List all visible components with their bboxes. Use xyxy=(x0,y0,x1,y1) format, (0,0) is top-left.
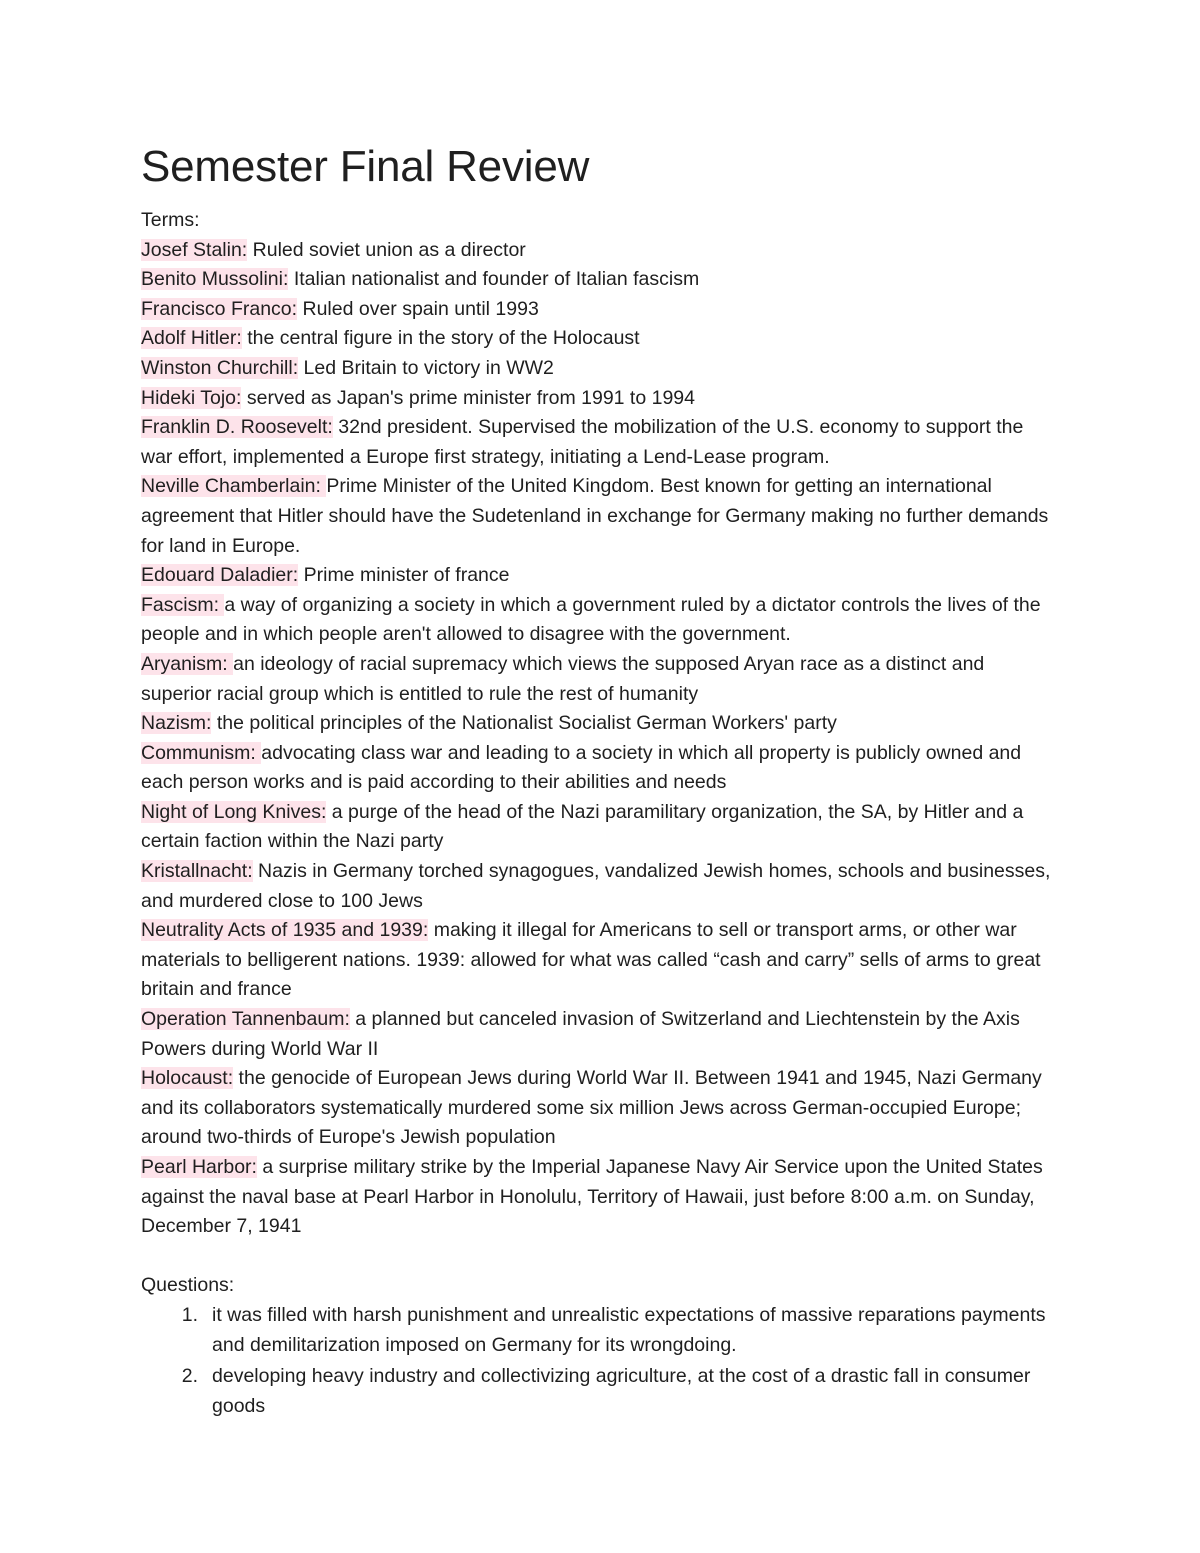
term-definition: Ruled over spain until 1993 xyxy=(297,297,539,320)
term-entry xyxy=(141,739,1060,798)
term-entry xyxy=(141,1064,1060,1153)
term-definition: Italian nationalist and founder of Italian fascism xyxy=(288,268,700,291)
term-entry xyxy=(141,561,1060,591)
term-entry xyxy=(141,916,1060,1005)
section-spacer xyxy=(141,1242,1060,1272)
term-name: Pearl Harbor: xyxy=(141,1156,257,1178)
term-name: Franklin D. Roosevelt: xyxy=(141,416,333,439)
term-definition: Ruled soviet union as a director xyxy=(247,238,526,261)
term-entry xyxy=(141,384,1060,414)
term-definition: a purge of the head of the Nazi paramilitary organization, the SA, by Hitler and a certain faction within the Nazi party xyxy=(141,800,1024,853)
term-definition: the genocide of European Jews during World War II. Between 1941 and 1945, Nazi Germany and its collaborators systematically murdered some six million Jews across German-occupied Europe; around two-thirds of Europe's Jewish population xyxy=(141,1067,1042,1149)
term-definition: 32nd president. Supervised the mobilization of the U.S. economy to support the war effort, implemented a Europe first strategy, initiating a Lend-Lease program. xyxy=(141,416,1024,468)
term-definition: served as Japan's prime minister from 1991 to 1994 xyxy=(241,386,695,409)
question-item xyxy=(181,1301,1060,1360)
question-number: 2. xyxy=(181,1365,198,1388)
term-entry xyxy=(141,354,1060,384)
questions-label: Questions: xyxy=(141,1274,235,1297)
term-name: Kristallnacht: xyxy=(141,860,253,883)
term-definition: an ideology of racial supremacy which views the supposed Aryan race as a distinct and superior racial group which is entitled to rule the rest of humanity xyxy=(141,652,985,705)
terms-list xyxy=(141,236,1060,1242)
term-name: Josef Stalin: xyxy=(141,238,248,261)
term-entry xyxy=(141,324,1060,354)
term-definition: the central figure in the story of the Holocaust xyxy=(241,327,640,350)
term-name: Holocaust: xyxy=(141,1067,234,1090)
term-entry xyxy=(141,295,1060,325)
term-definition: Prime Minister of the United Kingdom. Best known for getting an international agreement that Hitler should have the Sudetenland in exchange for Germany making no further demands for land in Europe. xyxy=(141,475,1049,557)
document-title: Semester Final Review xyxy=(141,142,590,191)
term-name: Francisco Franco: xyxy=(141,297,298,320)
term-name: Fascism: xyxy=(141,593,225,616)
term-entry xyxy=(141,265,1060,295)
term-name: Benito Mussolini: xyxy=(141,268,289,291)
term-definition: a surprise military strike by the Imperial Japanese Navy Air Service upon the United States against the naval base at Pearl Harbor in Honolulu, Territory of Hawaii, just before 8:00 a.m. on Sunday, December 7, 1941 xyxy=(141,1156,1043,1238)
term-name: Winston Churchill: xyxy=(141,356,299,379)
term-definition: making it illegal for Americans to sell or transport arms, or other war materials to belligerent nations. 1939: allowed for what was called “cash and carry” sells of arms to great britain and france xyxy=(141,919,1041,1001)
term-definition: Prime minister of france xyxy=(298,564,510,587)
term-definition: a way of organizing a society in which a government ruled by a dictator controls the lives of the people and in which people aren't allowed to disagree with the government. xyxy=(141,593,1041,646)
term-entry xyxy=(141,1005,1060,1064)
term-definition: a planned but canceled invasion of Switzerland and Liechtenstein by the Axis Powers during World War II xyxy=(141,1008,1020,1060)
question-answer: developing heavy industry and collectivizing agriculture, at the cost of a drastic fall in consumer goods xyxy=(212,1365,1031,1417)
term-name: Edouard Daladier: xyxy=(141,564,299,587)
term-entry xyxy=(141,236,1060,266)
term-name: Aryanism: xyxy=(141,652,234,675)
term-entry xyxy=(141,798,1060,857)
term-name: Nazism: xyxy=(141,712,212,735)
question-number: 1. xyxy=(181,1303,198,1326)
term-definition: Led Britain to victory in WW2 xyxy=(298,356,554,379)
term-name: Communism: xyxy=(141,741,262,764)
term-entry xyxy=(141,650,1060,709)
term-name: Operation Tannenbaum: xyxy=(141,1008,350,1031)
terms-label: Terms: xyxy=(141,209,200,231)
term-entry xyxy=(141,472,1060,561)
question-item xyxy=(181,1362,1060,1421)
questions-list xyxy=(141,1301,1060,1421)
term-entry xyxy=(141,591,1060,650)
term-entry xyxy=(141,709,1060,739)
term-name: Hideki Tojo: xyxy=(141,386,242,409)
term-name: Adolf Hitler: xyxy=(141,327,242,350)
term-entry xyxy=(141,413,1060,472)
term-definition: Nazis in Germany torched synagogues, vandalized Jewish homes, schools and businesses, and murdered close to 100 Jews xyxy=(141,860,1051,912)
term-entry xyxy=(141,857,1060,916)
term-entry xyxy=(141,1153,1060,1242)
term-name: Night of Long Knives: xyxy=(141,800,327,823)
term-name: Neville Chamberlain: xyxy=(141,475,327,498)
question-answer: it was filled with harsh punishment and unrealistic expectations of massive reparations payments and demilitarization imposed on Germany for its wrongdoing. xyxy=(212,1303,1046,1356)
term-name: Neutrality Acts of 1935 and 1939: xyxy=(141,919,429,942)
term-definition: the political principles of the Nationalist Socialist German Workers' party xyxy=(211,712,837,735)
term-definition: advocating class war and leading to a society in which all property is publicly owned and each person works and is paid according to their abilities and needs xyxy=(141,741,1022,794)
